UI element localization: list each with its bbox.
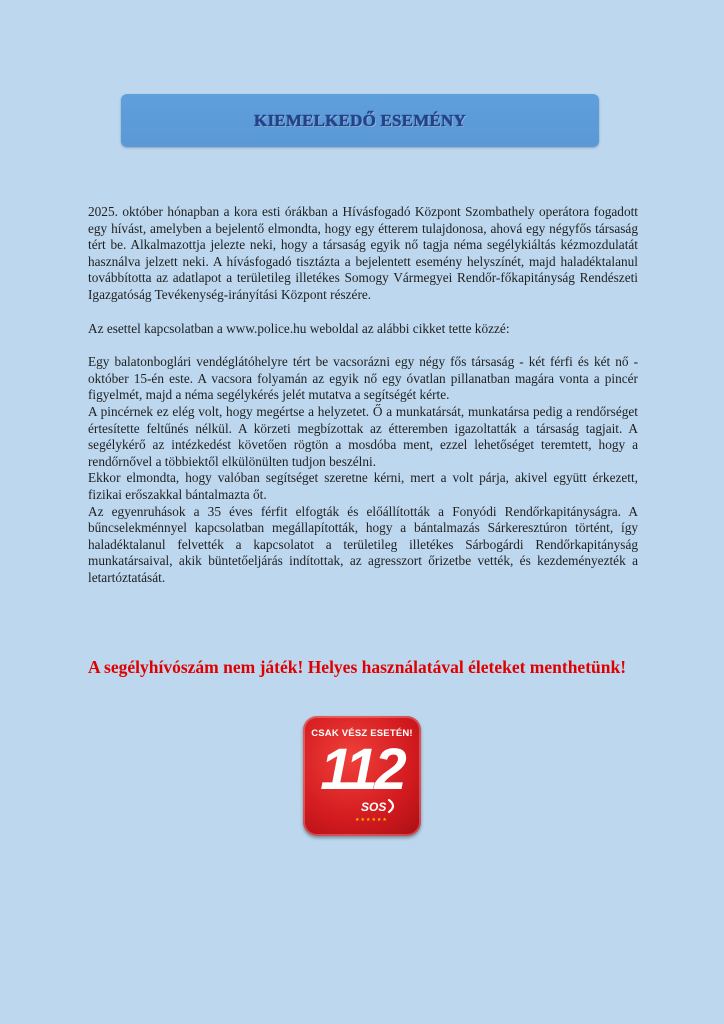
logo-sos-text: SOS: [361, 800, 387, 814]
logo-number: 112: [320, 737, 404, 802]
paragraph-article-3: Ekkor elmondta, hogy valóban segítséget szeretne kérni, mert a volt párja, akivel együtt érkezett, fizikai erőszakkal bántalmazta őt.: [88, 470, 638, 502]
title-banner: [121, 94, 599, 147]
warning-message: A segélyhívószám nem játék! Helyes használatával életeket menthetünk!: [88, 657, 627, 677]
page-title: KIEMELKEDŐ ESEMÉNY: [254, 110, 466, 130]
emergency-112-logo-icon: [303, 716, 421, 836]
logo-top-text: CSAK VÉSZ ESETÉN!: [311, 728, 413, 739]
article-body: [88, 204, 638, 586]
logo-stars-icon: ★★★★★★: [355, 817, 388, 823]
sos-wave-icon: [387, 798, 399, 814]
paragraph-source: Az esettel kapcsolatban a www.police.hu weboldal az alábbi cikket tette közzé:: [88, 320, 510, 336]
paragraph-article-4: Az egyenruhások a 35 éves férfit elfogták és előállították a Fonyódi Rendőrkapitányságra. A bűncselekménnyel kapcsolatban megállapították, hogy a bántalmazás Sárkeresztúron történt, így haladéktalanul felvették a kapcsolatot a területileg illetékes Sárbogárdi Rendőrkapitányság munkatársaival, akik büntetőeljárás indítottak, az agresszort őrizetbe vették, és kezdeményezték a letartóztatását.: [88, 503, 638, 585]
paragraph-article-1: Egy balatonboglári vendéglátóhelyre tért be vacsorázni egy négy fős társaság - két férfi és két nő - október 15-én este. A vacsora folyamán az egyik nő egy óvatlan pillanatban magára vonta a pincér figyelmét, majd a néma segélykérés jelét mutatva a segítségét kérte.: [88, 354, 638, 403]
paragraph-intro: 2025. október hónapban a kora esti órákban a Hívásfogadó Központ Szombathely operátora fogadott egy hívást, amelyben a bejelentő elmondta, hogy egy étterem tulajdonosa, ahová egy négyfős társaság tért be. Alkalmazottja jelezte neki, hogy a társaság egyik nő tagja néma segélykiáltás kézmozdulatát használva jelzett neki. A hívásfogadó tisztázta a bejelentett esemény helyszínét, majd haladéktalanul továbbította az adatlapot a területileg illetékes Somogy Vármegyei Rendőr-főkapitányság Rendészeti Igazgatóság Tevékenység-irányítási Központ részére.: [88, 204, 638, 302]
paragraph-article-2: A pincérnek ez elég volt, hogy megértse a helyzetet. Ő a munkatársát, munkatársa pedig a rendőrséget értesítette feltűnés nélkül. A körzeti megbízottak az étteremben igazoltatták a társaság tagjait. A segélykérő az intézkedést követően rögtön a mosdóba ment, ezzel lehetőséget teremtett, hogy a rendőrnővel a többiektől elkülönülten tudjon beszélni.: [88, 403, 638, 469]
